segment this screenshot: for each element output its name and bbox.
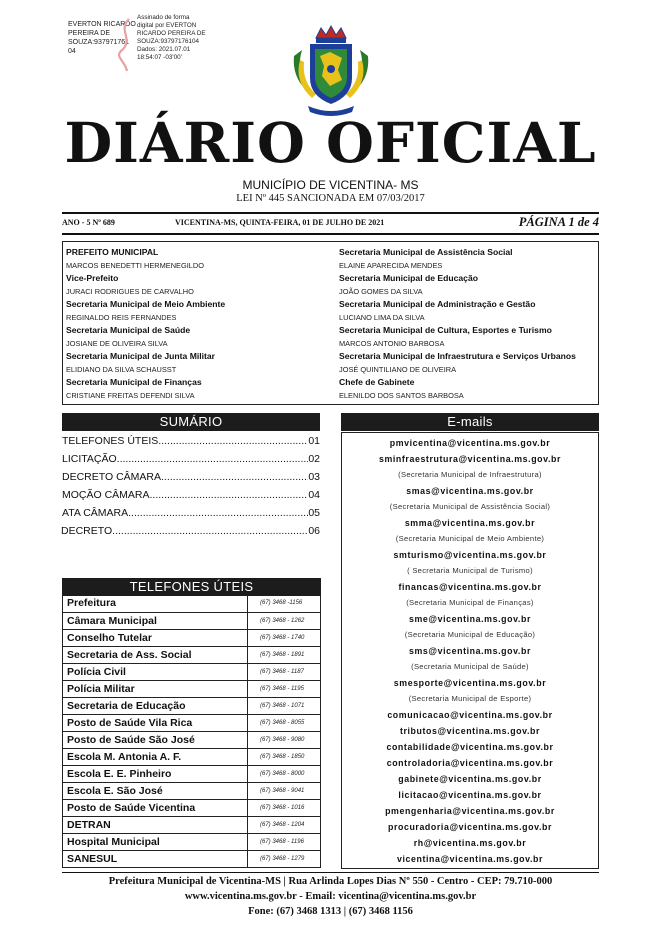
email-link[interactable]: comunicacao@vicentina.ms.gov.br <box>387 710 553 720</box>
table-row: Escola M. Antonia A. F. (67) 3468 - 1850 <box>63 748 320 765</box>
official-name: JOÃO GOMES DA SILVA <box>339 287 423 296</box>
sumario-item[interactable]: DECRETO CÂMARA ..... 03 <box>62 468 320 486</box>
table-row: Secretaria de Educação (67) 3468 - 1071 <box>63 697 320 714</box>
official-name: MARCOS ANTONIO BARBOSA <box>339 339 445 348</box>
email-link[interactable]: smas@vicentina.ms.gov.br <box>406 486 534 496</box>
officials-left-column <box>66 246 331 402</box>
official-title: Secretaria Municipal de Assistência Social <box>339 247 513 257</box>
table-row: Polícia Civil (67) 3468 - 1187 <box>63 663 320 680</box>
law-reference: LEI Nº 445 SANCIONADA EM 07/03/2017 <box>236 193 425 204</box>
edition-number: ANO - 5 Nº 689 <box>62 218 115 227</box>
email-description: ( Secretaria Municipal de Turismo) <box>407 566 533 575</box>
email-link[interactable]: gabinete@vicentina.ms.gov.br <box>398 774 542 784</box>
edition-bar <box>62 216 599 232</box>
official-name: ELIDIANO DA SILVA SCHAUSST <box>66 365 177 374</box>
official-title: PREFEITO MUNICIPAL <box>66 247 159 257</box>
email-link[interactable]: procuradoria@vicentina.ms.gov.br <box>387 822 552 832</box>
official-name: ELENILDO DOS SANTOS BARBOSA <box>339 391 464 400</box>
official-title: Secretaria Municipal de Infraestrutura e Serviços Urbanos <box>339 351 576 361</box>
email-link[interactable]: smma@vicentina.ms.gov.br <box>404 518 536 528</box>
header-rule-top <box>62 212 599 214</box>
email-link[interactable]: controladoria@vicentina.ms.gov.br <box>386 758 554 768</box>
official-name: JOSIANE DE OLIVEIRA SILVA <box>66 339 168 348</box>
table-row: Secretaria de Ass. Social (67) 3468 - 1891 <box>63 646 320 663</box>
email-link[interactable]: rh@vicentina.ms.gov.br <box>413 838 527 848</box>
official-title: Secretaria Municipal de Educação <box>339 273 478 283</box>
email-link[interactable]: licitacao@vicentina.ms.gov.br <box>398 790 542 800</box>
officials-box <box>62 241 599 405</box>
sumario-item[interactable]: TELEFONES ÚTEIS ..... 01 <box>62 432 320 450</box>
signer-name: EVERTON RICARDO PEREIRA DE SOUZA:937971761 04 <box>68 21 136 55</box>
email-link[interactable]: sms@vicentina.ms.gov.br <box>409 646 531 656</box>
official-title: Secretaria Municipal de Cultura, Esportes e Turismo <box>339 325 552 335</box>
official-name: ELAINE APARECIDA MENDES <box>339 261 443 270</box>
edition-date: VICENTINA-MS, QUINTA-FEIRA, 01 DE JULHO DE 2021 <box>175 218 385 227</box>
email-link[interactable]: financas@vicentina.ms.gov.br <box>398 582 542 592</box>
official-name: LUCIANO LIMA DA SILVA <box>339 313 425 322</box>
footer <box>0 874 661 919</box>
footer-rule <box>62 872 599 873</box>
signature-mark <box>111 17 139 73</box>
table-row: Posto de Saúde São José (67) 3468 - 9080 <box>63 731 320 748</box>
telefones-heading: TELEFONES ÚTEIS <box>62 578 321 596</box>
official-name: REGINALDO REIS FERNANDES <box>66 313 177 322</box>
email-link[interactable]: smesporte@vicentina.ms.gov.br <box>393 678 547 688</box>
officials-right-column <box>339 246 599 402</box>
page-indicator: PÁGINA 1 de 4 <box>518 215 599 229</box>
table-row: Escola E. E. Pinheiro (67) 3468 - 8000 <box>63 765 320 782</box>
footer-phones: Fone: (67) 3468 1313 | (67) 3468 1156 <box>248 906 413 917</box>
email-link[interactable]: vicentina@vicentina.ms.gov.br <box>396 854 544 864</box>
table-row: DETRAN (67) 3468 - 1204 <box>63 816 320 833</box>
coat-of-arms-icon <box>286 20 376 120</box>
email-link[interactable]: pmvicentina@vicentina.ms.gov.br <box>389 438 551 448</box>
table-row: Câmara Municipal (67) 3468 - 1262 <box>63 612 320 629</box>
official-title: Secretaria Municipal de Saúde <box>66 325 191 335</box>
footer-web-email[interactable]: www.vicentina.ms.gov.br - Email: vicentina@vicentina.ms.gov.br <box>184 891 477 902</box>
official-title: Secretaria Municipal de Junta Militar <box>66 351 216 361</box>
table-row: Posto de Saúde Vicentina (67) 3468 - 1016 <box>63 799 320 816</box>
sumario-item[interactable]: LICITAÇÃO ..... 02 <box>62 450 320 468</box>
email-description: (Secretaria Municipal de Meio Ambiente) <box>395 534 545 543</box>
email-description: (Secretaria Municipal de Assistência Social) <box>389 502 551 511</box>
sumario-item[interactable]: ATA CÂMARA ..... 05 <box>62 504 320 522</box>
masthead-title: DIÁRIO OFICIAL <box>64 110 597 175</box>
municipality-name: MUNICÍPIO DE VICENTINA- MS <box>242 178 419 192</box>
header-rule-bottom <box>62 233 599 235</box>
email-link[interactable]: sminfraestrutura@vicentina.ms.gov.br <box>378 454 562 464</box>
official-name: CRISTIANE FREITAS DEFENDI SILVA <box>66 391 195 400</box>
emails-box <box>341 432 599 869</box>
signature-details: Assinado de forma digital por EVERTON RICARDO PEREIRA DE SOUZA:93797176104 Dados: 2021.07.01 18:54:07 -03'00' <box>137 14 206 61</box>
email-link[interactable]: pmengenharia@vicentina.ms.gov.br <box>385 806 555 816</box>
email-link[interactable]: contabilidade@vicentina.ms.gov.br <box>386 742 554 752</box>
email-link[interactable]: tributos@vicentina.ms.gov.br <box>399 726 541 736</box>
table-row: Escola E. São José (67) 3468 - 9041 <box>63 782 320 799</box>
official-title: Secretaria Municipal de Administração e Gestão <box>339 299 536 309</box>
email-link[interactable]: sme@vicentina.ms.gov.br <box>409 614 531 624</box>
official-title: Secretaria Municipal de Finanças <box>66 377 202 387</box>
official-title: Secretaria Municipal de Meio Ambiente <box>66 299 226 309</box>
email-description: (Secretaria Municipal de Infraestrutura) <box>398 470 542 479</box>
official-name: JURACI RODRIGUES DE CARVALHO <box>66 287 194 296</box>
sumario-item[interactable]: DECRETO ..... 06 <box>61 522 320 540</box>
official-name: JOSÉ QUINTILIANO DE OLIVEIRA <box>339 365 457 374</box>
sumario-heading: SUMÁRIO <box>62 413 320 431</box>
email-link[interactable]: smturismo@vicentina.ms.gov.br <box>393 550 547 560</box>
sumario-item[interactable]: MOÇÃO CÂMARA ..... 04 <box>62 486 320 504</box>
email-description: (Secretaria Municipal de Saúde) <box>411 662 529 671</box>
official-title: Chefe de Gabinete <box>339 377 415 387</box>
email-description: (Secretaria Municipal de Esporte) <box>408 694 532 703</box>
email-description: (Secretaria Municipal de Finanças) <box>406 598 534 607</box>
table-row: Polícia Militar (67) 3468 - 1195 <box>63 680 320 697</box>
table-row: Posto de Saúde Vila Rica (67) 3468 - 8055 <box>63 714 320 731</box>
official-title: Vice-Prefeito <box>66 273 119 283</box>
sumario-list <box>62 432 320 540</box>
emails-list <box>342 435 598 867</box>
official-name: MARCOS BENEDETTI HERMENEGILDO <box>66 261 204 270</box>
table-row: Conselho Tutelar (67) 3468 - 1740 <box>63 629 320 646</box>
emails-heading: E-mails <box>341 413 599 431</box>
telefones-table <box>62 595 321 868</box>
table-row: Prefeitura (67) 3468 -1156 <box>63 595 320 612</box>
table-row: Hospital Municipal (67) 3468 - 1196 <box>63 833 320 850</box>
email-description: (Secretaria Municipal de Educação) <box>404 630 536 639</box>
footer-address: Prefeitura Municipal de Vicentina-MS | Rua Arlinda Lopes Dias Nº 550 - Centro - CEP: 79.710-000 <box>108 876 553 887</box>
table-row: SANESUL (67) 3468 - 1279 <box>63 850 320 867</box>
